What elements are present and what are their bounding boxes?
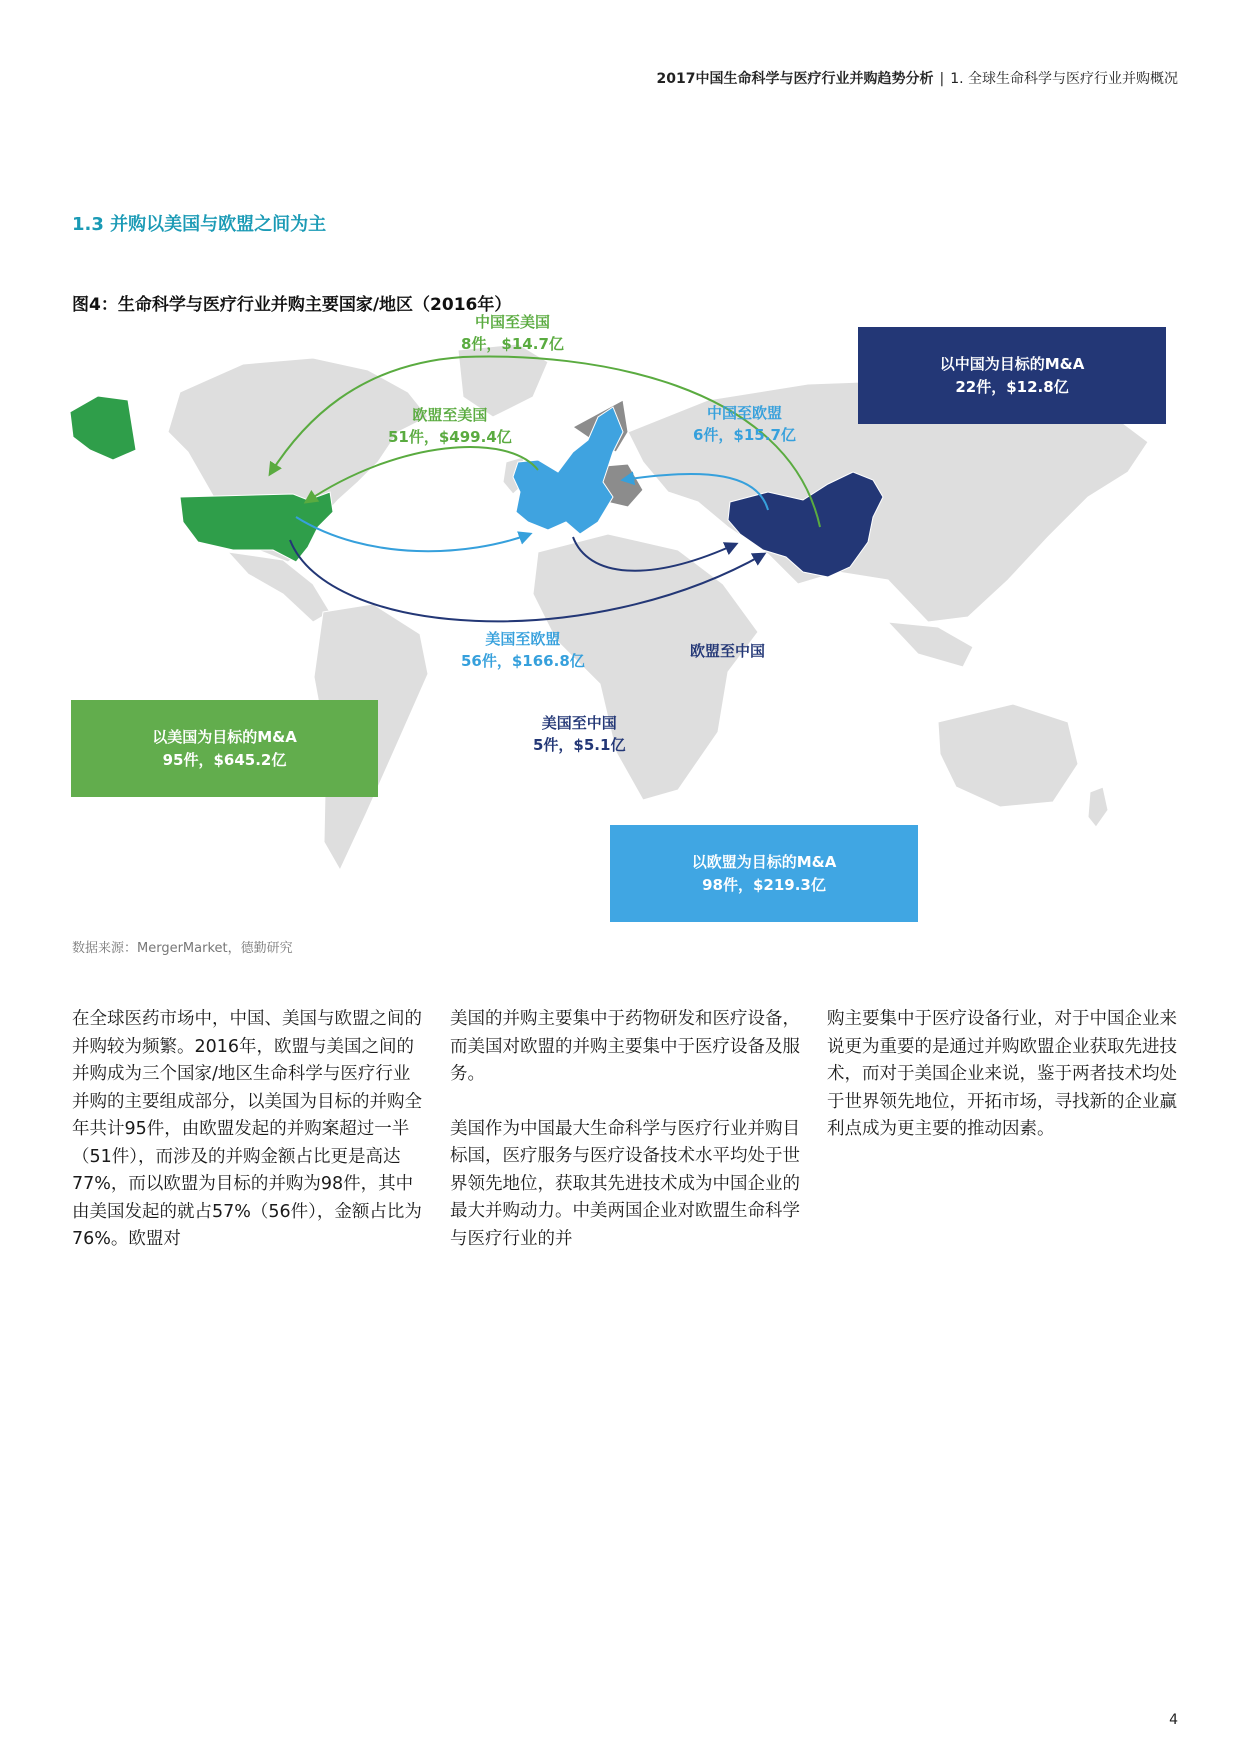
flow-label-china-to-us xyxy=(461,311,564,355)
new-zealand-landmass xyxy=(1088,787,1108,827)
flow-name: 美国至欧盟 xyxy=(485,630,561,648)
southeast-asia-landmass xyxy=(888,622,973,667)
central-america-landmass xyxy=(228,552,330,622)
header-chapter: 1. 全球生命科学与医疗行业并购概况 xyxy=(950,71,1178,87)
china-target-box xyxy=(858,327,1166,424)
alaska-shape xyxy=(70,396,136,460)
flow-value: 5件，$5.1亿 xyxy=(533,736,626,754)
figure-source: 数据来源：MergerMarket，德勤研究 xyxy=(72,941,293,956)
china-target-label: 以中国为目标的M&A xyxy=(939,354,1085,373)
flow-label-china-to-eu xyxy=(693,402,796,446)
eu-target-value: 98件，$219.3亿 xyxy=(702,875,826,894)
flow-name: 中国至欧盟 xyxy=(706,404,782,422)
usa-shape xyxy=(180,492,333,562)
flow-label-eu-to-us xyxy=(388,404,512,448)
body-column-3 xyxy=(827,1006,1179,1144)
figure-title: 图4：生命科学与医疗行业并购主要国家/地区（2016年） xyxy=(72,295,512,315)
flow-value: 56件，$166.8亿 xyxy=(461,652,585,670)
eu-shape xyxy=(513,407,623,534)
flow-name: 美国至中国 xyxy=(541,714,617,732)
flow-value: 51件，$499.4亿 xyxy=(388,428,512,446)
usa-target-value: 95件，$645.2亿 xyxy=(162,750,287,769)
flow-label-eu-to-china xyxy=(690,640,765,662)
header-doc-title: 2017中国生命科学与医疗行业并购趋势分析 xyxy=(656,71,934,87)
flow-name: 中国至美国 xyxy=(474,313,550,331)
china-target-value: 22件，$12.8亿 xyxy=(955,377,1069,396)
flow-name: 欧盟至中国 xyxy=(690,642,766,660)
arrow-us-to-eu xyxy=(296,517,530,551)
flow-value: 6件，$15.7亿 xyxy=(693,426,796,444)
flow-value: 8件，$14.7亿 xyxy=(461,335,564,353)
eu-target-box xyxy=(610,825,918,922)
body-paragraph: 在全球医药市场中，中国、美国与欧盟之间的并购较为频繁。2016年，欧盟与美国之间的并购成为三个国家/地区生命科学与医疗行业并购的主要组成部分，以美国为目标的并购全年共计95件，由欧盟发起的并购案超过一半（51件），而涉及的并购金额占比更是高达77%，而以欧盟为目标的并购为98件，其中由美国发起的就占57%（56件），金额占比为76%。欧盟对 xyxy=(72,1009,422,1249)
flow-name: 欧盟至美国 xyxy=(412,406,488,424)
body-paragraph: 美国作为中国最大生命科学与医疗行业并购目标国，医疗服务与医疗设备技术水平均处于世界领先地位，获取其先进技术成为中国企业的最大并购动力。中美两国企业对欧盟生命科学与医疗行业的并 xyxy=(450,1118,800,1249)
usa-target-label: 以美国为目标的M&A xyxy=(152,727,297,746)
section-title: 1.3 并购以美国与欧盟之间为主 xyxy=(72,214,327,235)
body-column-2 xyxy=(450,1006,802,1253)
eu-target-label: 以欧盟为目标的M&A xyxy=(691,852,837,871)
page-number: 4 xyxy=(1169,1712,1178,1728)
body-paragraph: 购主要集中于医疗设备行业，对于中国企业来说更为重要的是通过并购欧盟企业获取先进技术，而对于美国企业来说，鉴于两者技术均处于世界领先地位，开拓市场，寻找新的企业赢利点成为更主要的推动因素。 xyxy=(827,1009,1177,1139)
flow-label-us-to-china xyxy=(533,712,625,756)
usa-target-box xyxy=(71,700,378,797)
header-separator: | xyxy=(939,71,945,87)
running-header xyxy=(657,68,1179,88)
flow-label-us-to-eu xyxy=(461,628,585,672)
world-map-figure xyxy=(68,313,1180,907)
australia-landmass xyxy=(938,704,1078,807)
body-column-1 xyxy=(72,1006,424,1254)
body-paragraph: 美国的并购主要集中于药物研发和医疗设备，而美国对欧盟的并购主要集中于医疗设备及服务。 xyxy=(450,1009,800,1084)
